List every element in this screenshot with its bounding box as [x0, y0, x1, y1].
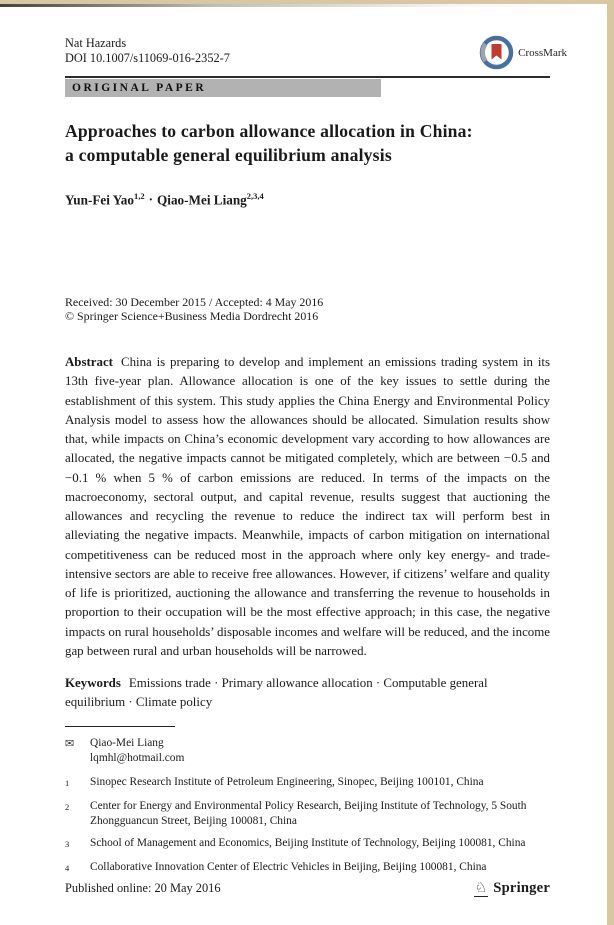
springer-wordmark: Springer	[493, 880, 550, 896]
affiliation-text: School of Management and Economics, Beijing Institute of Technology, Beijing 100081, China	[90, 837, 526, 849]
crossmark-label: CrossMark	[518, 46, 567, 59]
author-2-affil-sup: 2,3,4	[246, 191, 264, 201]
received-accepted-line: Received: 30 December 2015 / Accepted: 4 May 2016	[65, 295, 324, 309]
keywords-text: Emissions trade · Primary allowance allocation · Computable general equilibrium · Climate policy	[65, 676, 488, 710]
affiliation-row	[65, 799, 550, 829]
correspondence-details	[90, 736, 184, 766]
title-line-2: a computable general equilibrium analysis	[65, 144, 392, 165]
affiliation-number: 3	[65, 839, 70, 849]
keywords-paragraph	[65, 674, 550, 713]
corresponding-author-email[interactable]: lqmhl@hotmail.com	[90, 752, 185, 764]
corresponding-author-name: Qiao-Mei Liang	[90, 737, 164, 749]
keywords-label: Keywords	[65, 676, 121, 690]
affiliation-row	[65, 836, 550, 852]
affiliation-number: 1	[65, 778, 70, 788]
footnote-rule	[65, 726, 175, 727]
springer-logo	[474, 880, 550, 897]
abstract-paragraph	[65, 353, 550, 661]
footnote-section	[65, 726, 550, 876]
correspondence-block	[65, 736, 550, 766]
crossmark-icon	[479, 35, 514, 70]
author-1-affil-sup: 1,2	[134, 191, 145, 201]
paper-header	[65, 36, 567, 97]
page-footer	[65, 880, 550, 897]
page-edge-shadow	[0, 4, 607, 7]
abstract-text: China is preparing to develop and implement an emissions trading system in its 13th five-year plan. Allowance allocation is one of the key issues to settle during the establishment of this system. This study applies the China Energy and Environmental Policy Analysis model to assess how the allowances should be allocated. Simulation results show that, while impacts on China’s economic development vary according to how allowances are allocated, the negative impacts cannot be mitigated completely, which are between −0.5 and −0.1 % when 5 % of carbon emissions are reduced. In terms of the impacts on the macroeconomy, sectoral output, and capital revenue, results suggest that auctioning the allowances and recycling the revenue to reduce the indirect tax will perform best in alleviating the negative impacts. Meanwhile, impacts of carbon mitigation on international competitiveness can be reduced most in the approach where only key energy- and trade-intensive sectors are able to receive free allowances. However, if citizens’ welfare and quality of life is prioritized, auctioning the allowance and transferring the revenue to households in proportion to their occupation will be the most effective approach; in this case, the negative impacts on rural households’ disposable incomes and welfare will be reduced, and the income gap between rural and urban households will be narrowed.	[65, 355, 550, 658]
affiliation-row	[65, 860, 550, 876]
affiliation-text: Sinopec Research Institute of Petroleum Engineering, Sinopec, Beijing 100101, China	[90, 776, 484, 788]
author-list	[65, 191, 550, 208]
crossmark-badge[interactable]	[479, 35, 567, 70]
affiliation-text: Center for Energy and Environmental Policy Research, Beijing Institute of Technology, 5 South Zhongguancun Street, Beijing 100081, China	[90, 799, 527, 827]
springer-horse-icon: ♘	[474, 879, 488, 896]
affiliation-number: 4	[65, 862, 70, 873]
title-line-1: Approaches to carbon allowance allocation in China:	[65, 121, 473, 141]
published-online: Published online: 20 May 2016	[65, 881, 221, 895]
affiliation-text: Collaborative Innovation Center of Electric Vehicles in Beijing, Beijing 100081, China	[90, 860, 487, 873]
author-2-name: Qiao-Mei Liang	[157, 192, 247, 208]
article-type-banner: ORIGINAL PAPER	[65, 79, 381, 97]
doi: DOI 10.1007/s11069-016-2352-7	[65, 50, 230, 65]
abstract-label: Abstract	[65, 355, 113, 369]
email-icon: ✉	[65, 737, 75, 750]
author-separator: ·	[148, 192, 154, 208]
header-rule	[65, 76, 550, 78]
abstract-section	[65, 353, 550, 713]
affiliation-row	[65, 775, 550, 791]
journal-name: Nat Hazards	[65, 36, 127, 50]
copyright-line: © Springer Science+Business Media Dordrecht 2016	[65, 309, 319, 324]
paper-title	[65, 120, 550, 167]
paper-page	[0, 4, 607, 925]
article-history	[65, 295, 550, 323]
author-1-name: Yun-Fei Yao	[65, 192, 134, 208]
affiliation-number: 2	[65, 801, 70, 812]
